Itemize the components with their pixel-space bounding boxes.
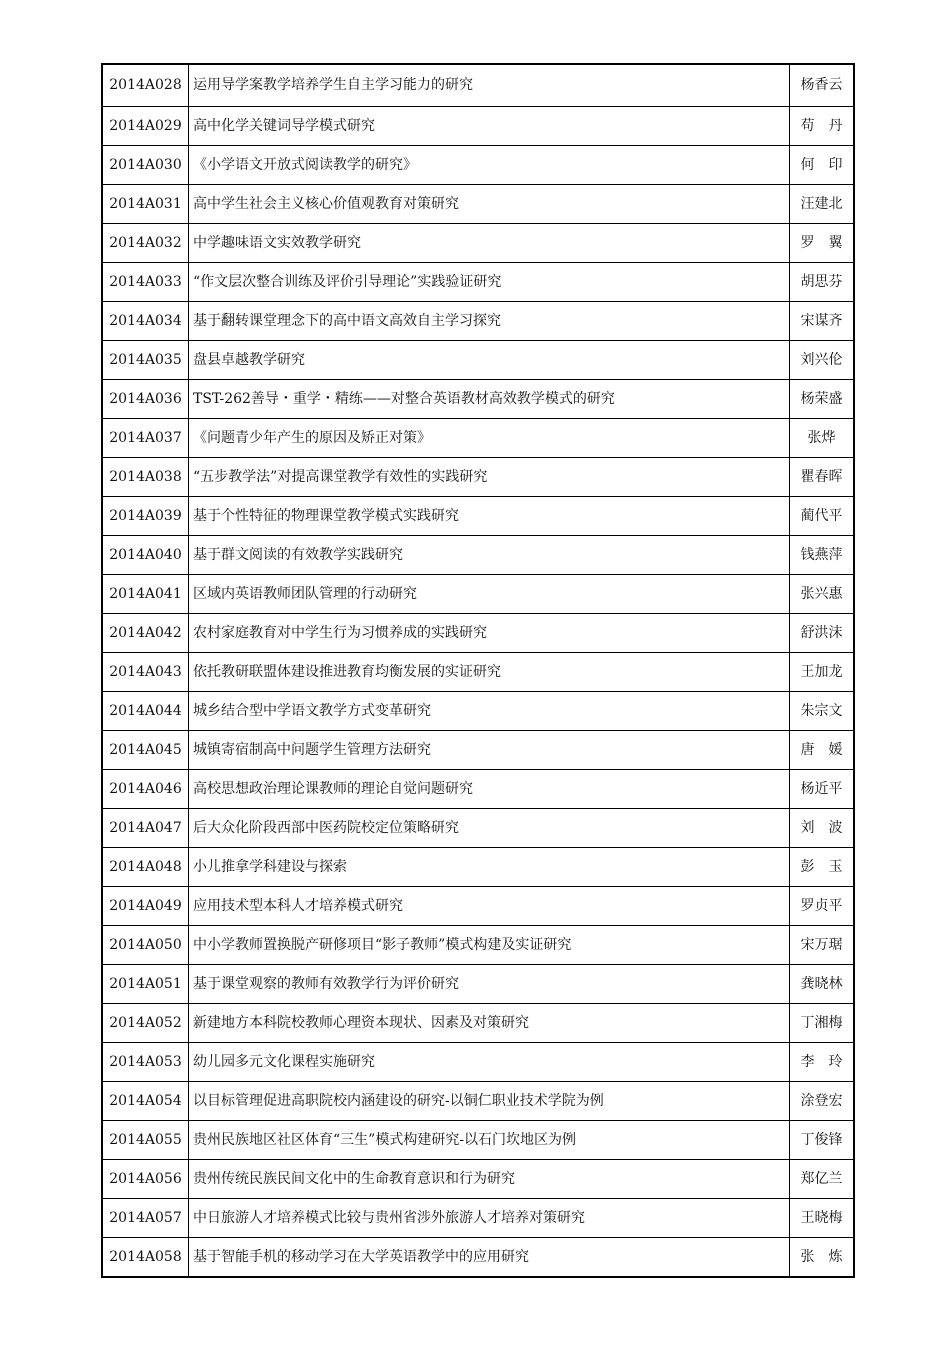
table-row [102,848,854,887]
researcher-name-cell: 李 玲 [790,1043,855,1082]
table-row [102,692,854,731]
researcher-name-cell: 汪建北 [790,185,855,224]
researcher-name-cell: 张兴惠 [790,575,855,614]
table-row [102,497,854,536]
table-row [102,341,854,380]
project-title-cell: 中日旅游人才培养模式比较与贵州省涉外旅游人才培养对策研究 [189,1199,790,1238]
researcher-name-cell: 张烨 [790,419,855,458]
project-code-cell: 2014A042 [102,614,189,653]
project-code-cell: 2014A043 [102,653,189,692]
researcher-name-cell: 张 炼 [790,1238,855,1278]
project-code-cell: 2014A051 [102,965,189,1004]
project-title-cell: 贵州传统民族民间文化中的生命教育意识和行为研究 [189,1160,790,1199]
researcher-name-cell: 蔺代平 [790,497,855,536]
project-code-cell: 2014A058 [102,1238,189,1278]
table-row [102,887,854,926]
project-code-cell: 2014A045 [102,731,189,770]
researcher-name-cell: 唐 媛 [790,731,855,770]
project-title-cell: 小儿推拿学科建设与探索 [189,848,790,887]
researcher-name-cell: 王加龙 [790,653,855,692]
project-code-cell: 2014A049 [102,887,189,926]
table-row [102,224,854,263]
table-body [102,64,854,1277]
project-code-cell: 2014A047 [102,809,189,848]
project-title-cell: 中小学教师置换脱产研修项目“影子教师”模式构建及实证研究 [189,926,790,965]
project-code-cell: 2014A033 [102,263,189,302]
project-code-cell: 2014A032 [102,224,189,263]
researcher-name-cell: 舒洪沫 [790,614,855,653]
project-code-cell: 2014A036 [102,380,189,419]
project-code-cell: 2014A041 [102,575,189,614]
researcher-name-cell: 宋万琚 [790,926,855,965]
project-title-cell: 农村家庭教育对中学生行为习惯养成的实践研究 [189,614,790,653]
researcher-name-cell: 涂登宏 [790,1082,855,1121]
table-row [102,146,854,185]
table-row [102,380,854,419]
project-title-cell: 幼儿园多元文化课程实施研究 [189,1043,790,1082]
table-row [102,770,854,809]
table-row [102,1082,854,1121]
project-title-cell: 高校思想政治理论课教师的理论自觉问题研究 [189,770,790,809]
project-code-cell: 2014A034 [102,302,189,341]
researcher-name-cell: 苟 丹 [790,107,855,146]
researcher-name-cell: 罗 翼 [790,224,855,263]
project-code-cell: 2014A044 [102,692,189,731]
project-code-cell: 2014A039 [102,497,189,536]
researcher-name-cell: 钱燕萍 [790,536,855,575]
table-row [102,458,854,497]
researcher-name-cell: 丁湘梅 [790,1004,855,1043]
table-row [102,64,854,107]
table-row [102,926,854,965]
table-row [102,302,854,341]
researcher-name-cell: 瞿春晖 [790,458,855,497]
table-row [102,1121,854,1160]
project-title-cell: 新建地方本科院校教师心理资本现状、因素及对策研究 [189,1004,790,1043]
table-row [102,1043,854,1082]
project-code-cell: 2014A038 [102,458,189,497]
table-row [102,809,854,848]
project-title-cell: 基于课堂观察的教师有效教学行为评价研究 [189,965,790,1004]
researcher-name-cell: 龚晓林 [790,965,855,1004]
table-row [102,653,854,692]
project-code-cell: 2014A050 [102,926,189,965]
project-title-cell: 高中学生社会主义核心价值观教育对策研究 [189,185,790,224]
table-row [102,263,854,302]
table-row [102,575,854,614]
table-row [102,185,854,224]
project-code-cell: 2014A056 [102,1160,189,1199]
project-title-cell: 基于智能手机的移动学习在大学英语教学中的应用研究 [189,1238,790,1278]
project-list-table [101,63,855,1278]
researcher-name-cell: 罗贞平 [790,887,855,926]
project-title-cell: 依托教研联盟体建设推进教育均衡发展的实证研究 [189,653,790,692]
project-code-cell: 2014A057 [102,1199,189,1238]
project-code-cell: 2014A046 [102,770,189,809]
table-row [102,1199,854,1238]
project-title-cell: TST-262善导・重学・精练——对整合英语教材高效教学模式的研究 [189,380,790,419]
project-title-cell: 城乡结合型中学语文教学方式变革研究 [189,692,790,731]
researcher-name-cell: 宋谋齐 [790,302,855,341]
project-title-cell: “作文层次整合训练及评价引导理论”实践验证研究 [189,263,790,302]
project-code-cell: 2014A054 [102,1082,189,1121]
project-title-cell: 以目标管理促进高职院校内涵建设的研究-以铜仁职业技术学院为例 [189,1082,790,1121]
project-code-cell: 2014A053 [102,1043,189,1082]
project-code-cell: 2014A055 [102,1121,189,1160]
project-code-cell: 2014A030 [102,146,189,185]
project-code-cell: 2014A052 [102,1004,189,1043]
project-title-cell: 应用技术型本科人才培养模式研究 [189,887,790,926]
project-title-cell: “五步教学法”对提高课堂教学有效性的实践研究 [189,458,790,497]
project-title-cell: 《问题青少年产生的原因及矫正对策》 [189,419,790,458]
researcher-name-cell: 朱宗文 [790,692,855,731]
project-title-cell: 高中化学关键词导学模式研究 [189,107,790,146]
table-row [102,731,854,770]
researcher-name-cell: 刘 波 [790,809,855,848]
researcher-name-cell: 王晓梅 [790,1199,855,1238]
table-row [102,536,854,575]
project-title-cell: 城镇寄宿制高中问题学生管理方法研究 [189,731,790,770]
researcher-name-cell: 丁俊锋 [790,1121,855,1160]
project-code-cell: 2014A035 [102,341,189,380]
researcher-name-cell: 郑亿兰 [790,1160,855,1199]
project-title-cell: 贵州民族地区社区体育“三生”模式构建研究-以石门坎地区为例 [189,1121,790,1160]
table-row [102,965,854,1004]
project-code-cell: 2014A037 [102,419,189,458]
project-title-cell: 基于个性特征的物理课堂教学模式实践研究 [189,497,790,536]
researcher-name-cell: 胡思芬 [790,263,855,302]
project-code-cell: 2014A031 [102,185,189,224]
researcher-name-cell: 杨近平 [790,770,855,809]
project-title-cell: 运用导学案教学培养学生自主学习能力的研究 [189,64,790,107]
project-code-cell: 2014A040 [102,536,189,575]
researcher-name-cell: 杨香云 [790,64,855,107]
project-title-cell: 基于群文阅读的有效教学实践研究 [189,536,790,575]
project-title-cell: 区域内英语教师团队管理的行动研究 [189,575,790,614]
project-title-cell: 基于翻转课堂理念下的高中语文高效自主学习探究 [189,302,790,341]
researcher-name-cell: 杨荣盛 [790,380,855,419]
table-row [102,614,854,653]
table-row [102,1238,854,1278]
table-row [102,107,854,146]
project-title-cell: 《小学语文开放式阅读教学的研究》 [189,146,790,185]
project-title-cell: 盘县卓越教学研究 [189,341,790,380]
table-row [102,1004,854,1043]
project-title-cell: 后大众化阶段西部中医药院校定位策略研究 [189,809,790,848]
project-title-cell: 中学趣味语文实效教学研究 [189,224,790,263]
table-row [102,1160,854,1199]
researcher-name-cell: 彭 玉 [790,848,855,887]
researcher-name-cell: 刘兴伦 [790,341,855,380]
researcher-name-cell: 何 印 [790,146,855,185]
project-code-cell: 2014A048 [102,848,189,887]
project-code-cell: 2014A029 [102,107,189,146]
table-row [102,419,854,458]
project-code-cell: 2014A028 [102,64,189,107]
